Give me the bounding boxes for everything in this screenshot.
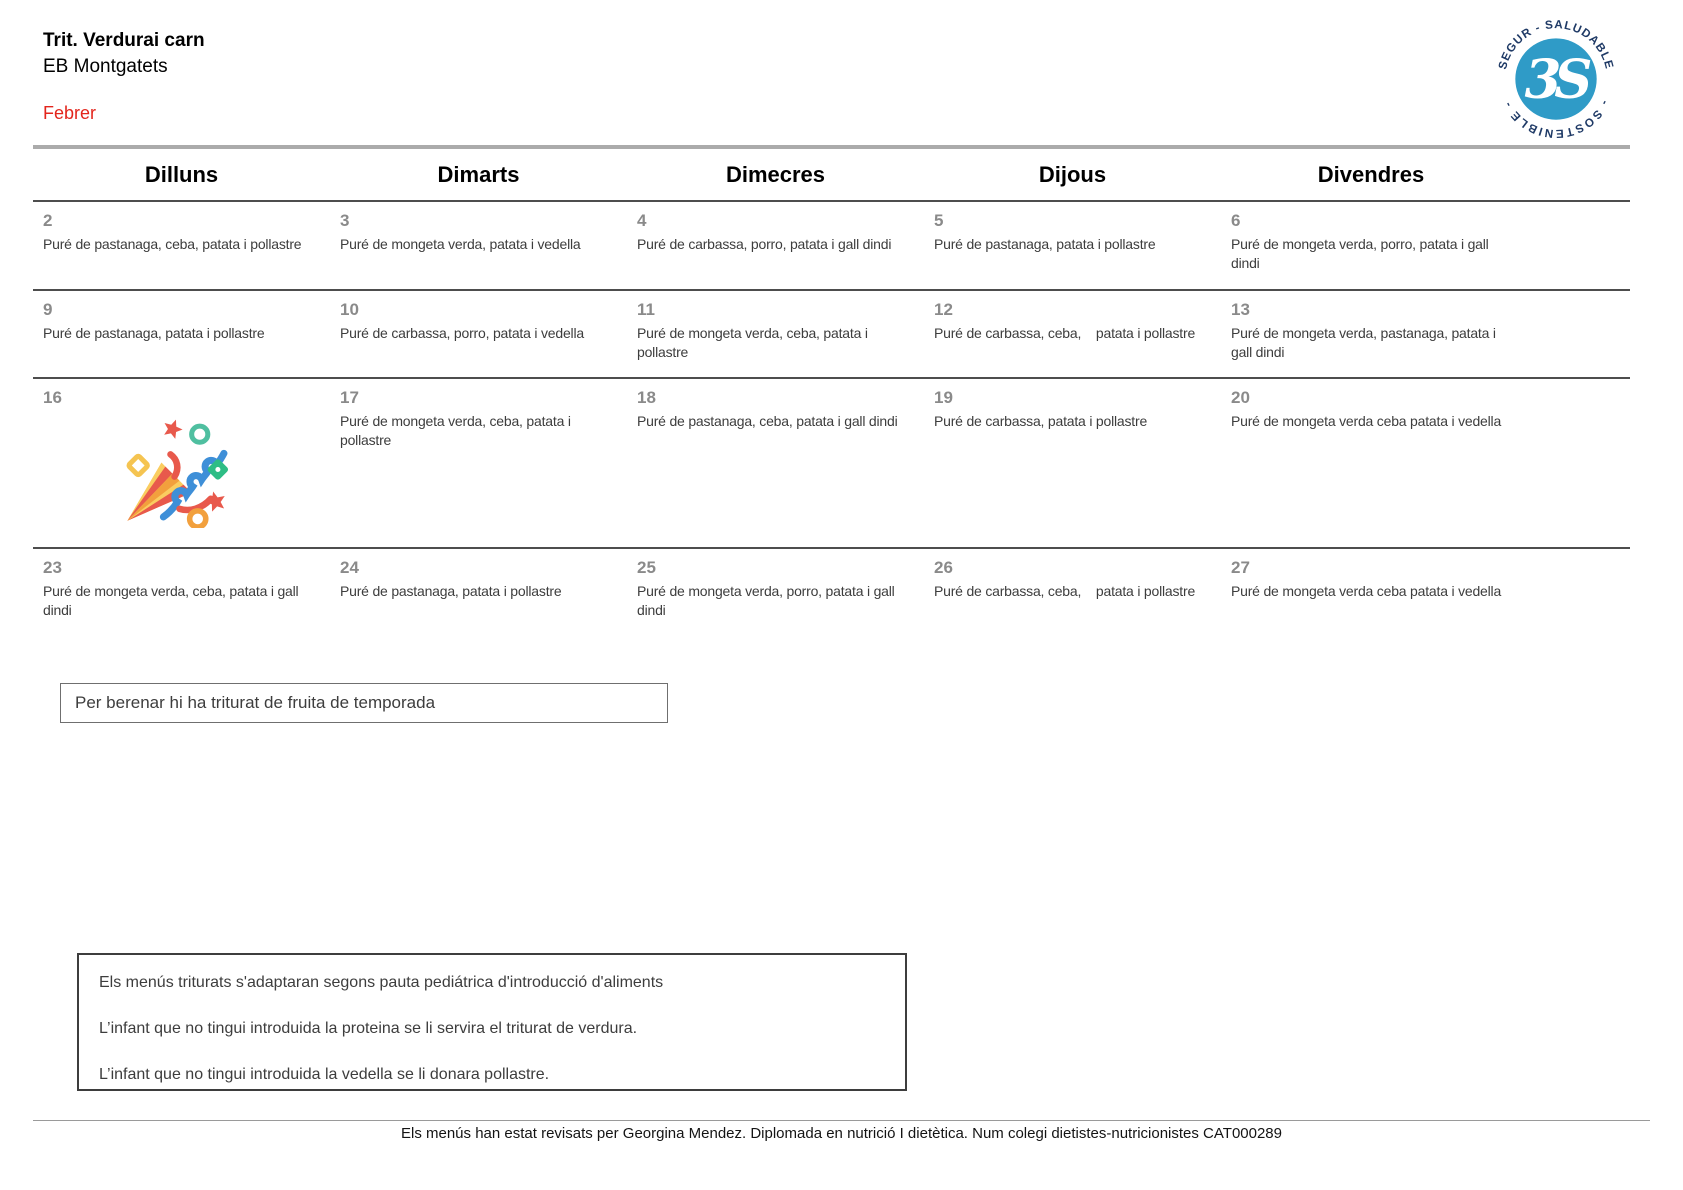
snack-note-box	[60, 683, 668, 723]
school-name: EB Montgatets	[43, 56, 168, 77]
date-number: 17	[340, 388, 359, 407]
page-title: Trit. Verdurai carn	[43, 30, 205, 51]
calendar-cell-4	[627, 201, 924, 290]
date-number: 24	[340, 558, 359, 577]
date-number: 25	[637, 558, 656, 577]
calendar-cell-18	[627, 378, 924, 548]
menu-text: Puré de pastanaga, patata i pollastre	[340, 583, 562, 599]
calendar-cell-20	[1221, 378, 1630, 548]
date-number: 4	[637, 211, 647, 230]
date-number: 26	[934, 558, 953, 577]
calendar-cell-5	[924, 201, 1221, 290]
menu-text: Puré de carbassa, porro, patata i vedella	[340, 325, 584, 341]
menu-text: Puré de mongeta verda, pastanaga, patata i gall dindi	[1231, 325, 1500, 360]
badge-arc-bottom-text: - SOSTENIBLE -	[1500, 98, 1612, 140]
date-number: 10	[340, 300, 359, 319]
day-header-dilluns: Dilluns	[33, 147, 330, 201]
menu-text: Puré de carbassa, ceba, patata i pollastre	[934, 325, 1196, 341]
menu-text: Puré de mongeta verda, ceba, patata i gall dindi	[43, 583, 303, 618]
week-row-4	[33, 548, 1630, 640]
3s-badge-logo	[1496, 14, 1616, 140]
day-header-dimarts: Dimarts	[330, 147, 627, 201]
date-number: 11	[637, 300, 655, 319]
day-header-row	[33, 147, 1630, 201]
menu-text: Puré de mongeta verda ceba patata i vedella	[1231, 583, 1502, 599]
menu-text: Puré de pastanaga, ceba, patata i pollastre	[43, 236, 302, 252]
date-number: 19	[934, 388, 953, 407]
date-number: 2	[43, 211, 53, 230]
menu-text: Puré de carbassa, porro, patata i gall dindi	[637, 236, 892, 252]
calendar-cell-25	[627, 548, 924, 640]
menu-text: Puré de mongeta verda, porro, patata i gall dindi	[637, 583, 899, 618]
badge-arc-top-text: SEGUR - SALUDABLE	[1496, 18, 1616, 71]
notes-box	[77, 953, 907, 1091]
day-header-dijous: Dijous	[924, 147, 1221, 201]
menu-text: Puré de mongeta verda ceba patata i vedella	[1231, 413, 1502, 429]
snack-note-text: Per berenar hi ha triturat de fruita de temporada	[75, 693, 436, 712]
menu-text: Puré de mongeta verda, porro, patata i gall dindi	[1231, 236, 1493, 271]
date-number: 18	[637, 388, 656, 407]
calendar-cell-11	[627, 290, 924, 378]
calendar-cell-17	[330, 378, 627, 548]
menu-text: Puré de mongeta verda, patata i vedella	[340, 236, 581, 252]
calendar-cell-13	[1221, 290, 1630, 378]
calendar-cell-3	[330, 201, 627, 290]
calendar-cell-9	[33, 290, 330, 378]
date-number: 3	[340, 211, 350, 230]
menu-calendar	[33, 145, 1630, 640]
menu-text: Puré de mongeta verda, ceba, patata i pollastre	[637, 325, 872, 360]
menu-text: Puré de mongeta verda, ceba, patata i pollastre	[340, 413, 575, 448]
calendar-cell-2	[33, 201, 330, 290]
date-number: 13	[1231, 300, 1250, 319]
document-header	[43, 30, 205, 78]
calendar-cell-23	[33, 548, 330, 640]
menu-text: Puré de pastanaga, ceba, patata i gall dindi	[637, 413, 898, 429]
date-number: 27	[1231, 558, 1250, 577]
note-line-3: L’infant que no tingui introduida la vedella se li donara pollastre.	[99, 1066, 550, 1083]
menu-text: Puré de pastanaga, patata i pollastre	[934, 236, 1156, 252]
date-number: 23	[43, 558, 62, 577]
menu-text: Puré de carbassa, patata i pollastre	[934, 413, 1148, 429]
month-label: Febrer	[43, 103, 97, 123]
menu-text: Puré de carbassa, ceba, patata i pollastre	[934, 583, 1196, 599]
week-row-1	[33, 201, 1630, 290]
date-number: 9	[43, 300, 53, 319]
calendar-cell-24	[330, 548, 627, 640]
calendar-cell-10	[330, 290, 627, 378]
note-line-1: Els menús triturats s'adaptaran segons pauta pediátrica d'introducció d'aliments	[99, 974, 664, 991]
week-row-2	[33, 290, 1630, 378]
date-number: 16	[43, 388, 62, 407]
footer-text: Els menús han estat revisats per Georgina Mendez. Diplomada en nutrició I dietètica. Num colegi dietistes-nutricionistes CAT000289	[401, 1125, 1282, 1142]
date-number: 6	[1231, 211, 1241, 230]
party-popper-icon	[115, 412, 231, 528]
calendar-cell-26	[924, 548, 1221, 640]
date-number: 20	[1231, 388, 1250, 407]
note-line-2: L’infant que no tingui introduida la proteina se li servira el triturat de verdura.	[99, 1020, 638, 1037]
calendar-cell-6	[1221, 201, 1630, 290]
menu-text: Puré de pastanaga, patata i pollastre	[43, 325, 265, 341]
calendar-cell-19	[924, 378, 1221, 548]
calendar-cell-27	[1221, 548, 1630, 640]
day-header-dimecres: Dimecres	[627, 147, 924, 201]
badge-center-text: 3S	[1524, 48, 1586, 111]
date-number: 12	[934, 300, 953, 319]
day-header-divendres: Divendres	[1221, 147, 1630, 201]
week-row-3	[33, 378, 1630, 548]
date-number: 5	[934, 211, 944, 230]
calendar-cell-16	[33, 378, 330, 548]
footer-divider	[33, 1120, 1650, 1121]
calendar-cell-12	[924, 290, 1221, 378]
